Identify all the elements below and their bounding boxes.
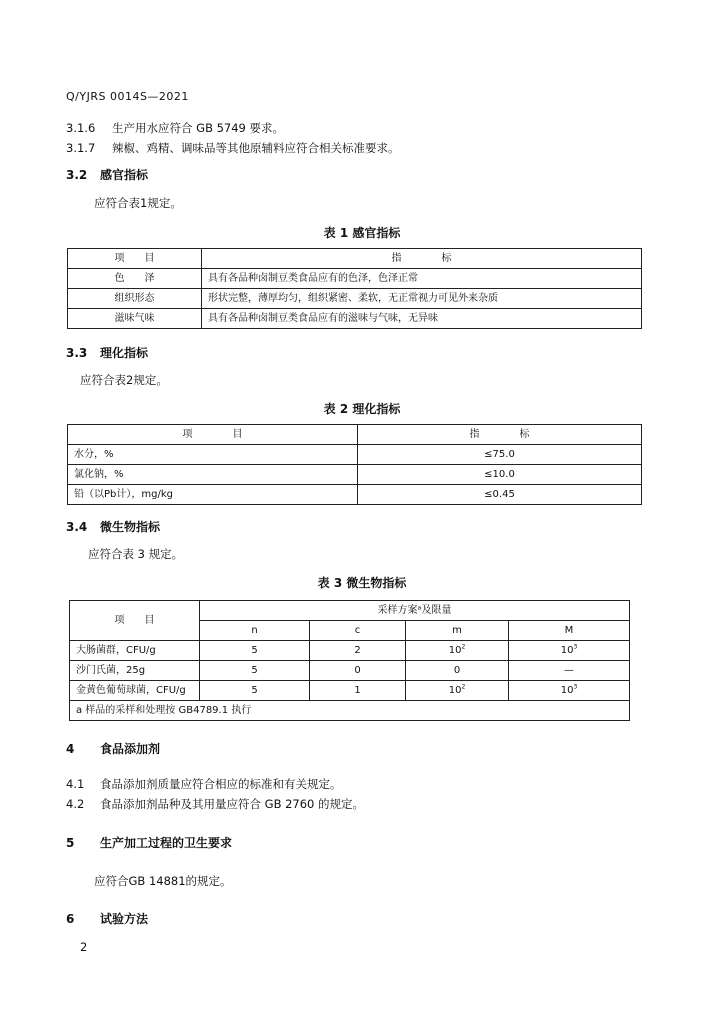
c-cell: 0 [310, 661, 406, 681]
section-heading-3-4 [66, 518, 160, 535]
section-heading-3-3 [66, 344, 148, 361]
footnote-cell: a 样品的采样和处理按 GB4789.1 执行 [70, 701, 630, 721]
M-cell: $10^3$ [509, 641, 630, 661]
item-cell: 金黄色葡萄球菌，CFU/g [70, 681, 200, 701]
c-cell: 2 [310, 641, 406, 661]
section-title: 微生物指标 [100, 520, 161, 534]
value-cell: ≤75.0 [358, 445, 642, 465]
section-heading-3-2 [66, 166, 148, 183]
clause-number: 3.1.6 [66, 121, 96, 135]
table1-sensory [67, 248, 642, 329]
section-body-5: 应符合GB 14881的规定。 [94, 874, 232, 888]
header-cell: 项 目 [70, 601, 200, 641]
value-cell: 形状完整，薄厚均匀，组织紧密、柔软，无正常视力可见外来杂质 [202, 289, 642, 309]
section-number: 3.4 [66, 520, 88, 534]
header-cell: 指 标 [202, 249, 642, 269]
page-number: 2 [80, 940, 88, 954]
clause-text: 辣椒、鸡精、调味品等其他原辅料应符合相关标准要求。 [112, 141, 400, 155]
clause-text: 食品添加剂质量应符合相应的标准和有关规定。 [100, 777, 342, 791]
m-cell: $10^2$ [406, 641, 509, 661]
section-title: 理化指标 [100, 346, 149, 360]
table-header-row [68, 249, 642, 269]
table-row [68, 269, 642, 289]
section-title: 感官指标 [100, 168, 149, 182]
table-row [68, 465, 642, 485]
table-row [68, 485, 642, 505]
m-cell: 0 [406, 661, 509, 681]
item-cell: 铅（以Pb计），mg/kg [68, 485, 358, 505]
section-heading-5 [66, 834, 232, 851]
table2-caption: 表 2 理化指标 [323, 402, 401, 416]
section-body-3-3: 应符合表2规定。 [80, 373, 168, 387]
header-cell: 项 目 [68, 425, 358, 445]
M-cell: — [509, 661, 630, 681]
section-body-3-4: 应符合表 3 规定。 [88, 547, 184, 561]
m-cell: $10^2$ [406, 681, 509, 701]
table-row [68, 289, 642, 309]
M-cell: $10^3$ [509, 681, 630, 701]
section-title: 生产加工过程的卫生要求 [100, 836, 233, 850]
clause-number: 4.2 [66, 797, 85, 811]
clause-4-1 [66, 776, 342, 792]
section-number: 4 [66, 742, 75, 756]
table-header-row [70, 601, 630, 621]
section-title: 食品添加剂 [100, 742, 161, 756]
document-code: Q/YJRS 0014S—2021 [66, 90, 189, 103]
header-cell-c: c [310, 621, 406, 641]
header-cell-n: n [200, 621, 310, 641]
table-row [68, 309, 642, 329]
clause-number: 4.1 [66, 777, 85, 791]
item-cell: 水分，% [68, 445, 358, 465]
table2-physicochemical [67, 424, 642, 505]
clause-text: 食品添加剂品种及其用量应符合 GB 2760 的规定。 [100, 797, 365, 811]
section-body-3-2: 应符合表1规定。 [94, 196, 182, 210]
section-heading-6 [66, 910, 148, 927]
item-cell: 滋味气味 [68, 309, 202, 329]
value-cell: 具有各品种卤制豆类食品应有的色泽，色泽正常 [202, 269, 642, 289]
item-cell: 色 泽 [68, 269, 202, 289]
header-cell: 指 标 [358, 425, 642, 445]
n-cell: 5 [200, 641, 310, 661]
header-cell-M: M [509, 621, 630, 641]
table-header-row [68, 425, 642, 445]
header-cell: 项 目 [68, 249, 202, 269]
section-number: 3.2 [66, 168, 88, 182]
table3-caption: 表 3 微生物指标 [317, 576, 407, 590]
n-cell: 5 [200, 661, 310, 681]
table-footnote-row [70, 701, 630, 721]
value-cell: ≤10.0 [358, 465, 642, 485]
table3-microbiological [69, 600, 630, 721]
section-number: 3.3 [66, 346, 88, 360]
n-cell: 5 [200, 681, 310, 701]
item-cell: 氯化钠，% [68, 465, 358, 485]
table1-caption: 表 1 感官指标 [323, 226, 401, 240]
table-row [70, 661, 630, 681]
item-cell: 组织形态 [68, 289, 202, 309]
section-title: 试验方法 [100, 912, 149, 926]
value-cell: 具有各品种卤制豆类食品应有的滋味与气味，无异味 [202, 309, 642, 329]
table-row [70, 681, 630, 701]
header-group-cell: 采样方案ᵃ及限量 [200, 601, 630, 621]
c-cell: 1 [310, 681, 406, 701]
section-number: 6 [66, 912, 75, 926]
header-cell-m: m [406, 621, 509, 641]
clause-3-1-6 [66, 120, 284, 136]
clause-number: 3.1.7 [66, 141, 96, 155]
item-cell: 沙门氏菌，25g [70, 661, 200, 681]
value-cell: ≤0.45 [358, 485, 642, 505]
table-row [68, 445, 642, 465]
table-row [70, 641, 630, 661]
clause-3-1-7 [66, 140, 400, 156]
section-number: 5 [66, 836, 75, 850]
clause-text: 生产用水应符合 GB 5749 要求。 [112, 121, 285, 135]
item-cell: 大肠菌群，CFU/g [70, 641, 200, 661]
clause-4-2 [66, 796, 364, 812]
section-heading-4 [66, 740, 160, 757]
